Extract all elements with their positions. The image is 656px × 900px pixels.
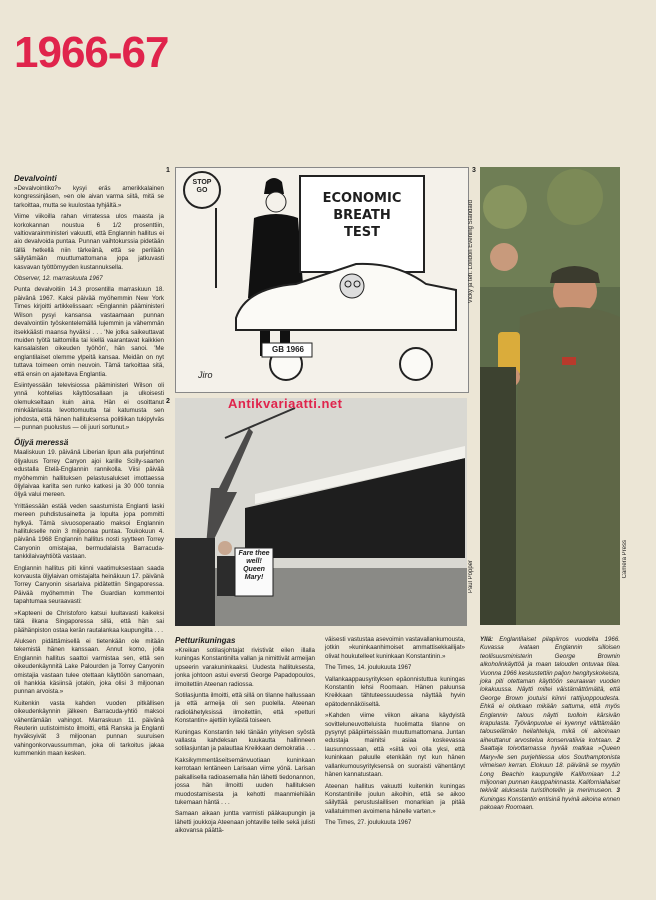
figure-number-1: 1	[166, 167, 170, 174]
queen-mary-drawing	[175, 398, 467, 626]
figure-number-2: 2	[166, 398, 170, 405]
source-line: The Times, 27. joulukuuta 1967	[325, 819, 412, 827]
paragraph: Kaksikymmentäseitsemänvuotiaan kuninkaan kerrotaan lentäneen Larisaan viime yönä. Larisan paikallisella radioasemalla hän lähetti tiedonannon, jossa hän ilmoitti uuden hallituksen muodostamisesta ja kehotti maanmiehiään tukemaan häntä . . .	[175, 756, 315, 806]
paragraph: Vallankaappausyrityksen epäonnistuttua kuningas Konstantin lehsi Roomaan. Hänen paluunsa Kreikkaan tähtuteessuudessa näyttää hyvin epätodennäköiseltä.	[325, 675, 465, 708]
heading-petturikuningas: Petturikuningas	[175, 636, 236, 645]
paragraph: Kuitenkin vasta kahden vuoden pitkällisen oikeudenkäynnin jälkeen Barracuda-yhtiö maksoi vähentämään vahingot. Marraskuun 11. päivänä Reuterin uutistoimisto ilmoitti, että Ranska ja Englanti hyväksyivät 3 miljoonan punnan suuruisen vahingonkorvaussumman, joka oli tarkoitus jakaa kummenkin maan kesken.	[14, 699, 164, 758]
license-plate: GB 1966	[271, 345, 305, 354]
paragraph: Aluksen pidättämisellä ei tietenkään ole mitään tekemistä hänen kanssaan. Annut komo, jolla Englannin hallitus saattoi varmistaa sen, että sen oikeudenkäynnitä Lake Palourden ja Torrey Canyonin omistajia vastaan tulee otettaan käyttöön sanomaan, oli hankkia käsiinsä jotakin, joka olisi 3 miljoonan punnan arvoista.»	[14, 637, 164, 696]
page-year-title: 1966-67	[14, 28, 169, 77]
column-1	[14, 168, 164, 762]
stop-go-sign: STOP GO	[192, 179, 212, 194]
paragraph: Viime viikoilla rahan virratessa ulos maasta ja korkokannan noustua 6 1/2 prosenttiin, valtiovarainministeri vakuutti, että Englannin hallitus ei aio devalvoida puntaa. Punnan vaihtokurssia pidetään tällä hetkellä niin tärkeänä, että se perilään säilytämään muuttumattomana jopa jatkuvasti kasvavan työttömyyden kustannuksella.	[14, 213, 164, 271]
king-photo	[480, 167, 620, 625]
caption-number-2: 2	[616, 736, 620, 744]
paragraph: »Kreikan sotilasjohtajat rivistivät eilen illalla kuningas Konstantinilta vallan ja nimittivät armeijan upseerin varakuninkaaksi. Uudesta hallituksesta, jonka johtoon astui eversti George Papadopoulos, ilmoitettiin Ateenan radiossa.	[175, 647, 315, 688]
paragraph: Englannin hallitus piti kiinni vaatimuksestaan saada korvausta öljylaivan omistajalta heinäkuun 17. päivänä Torrey Canyonin sisarlaiva pidätettiin Singaporessa. Päivää myöhemmin The Guardian kommentoi tapahtumaa seuraavasti:	[14, 564, 164, 606]
cartoonist-signature: Jiro	[198, 370, 213, 380]
paragraph: »Devalvointiko?» kysyi eräs amerikkalainen kongressinjäsen, »en ole aivan varma siitä, mitä se tarkoittaa, mutta se kuulostaa tyhjältä.»	[14, 185, 164, 209]
credit-king-photo: Camera Press	[622, 540, 628, 579]
cartoon-figure	[175, 167, 469, 393]
heading-oljya-meressa: Öljyä meressä	[14, 438, 69, 448]
credit-cartoon: Vicky ja teh. London Evening Standard	[468, 200, 474, 304]
captions-column	[480, 636, 620, 816]
paragraph: Esiintyessään televisiossa pääministeri Wilson oli ynnä kohtelias käyttöosallaan ja ulkoisesti olemukseltaan kuin aina. Hän ei osoittanut minkäänlaista levottomuutta tai katumusta sen johdosta, että hänen hallituksensa politiikan tukipylväs — punnan puolustus — oli juuri sortunut.»	[14, 381, 164, 431]
paragraph: »Kahden viime viikon aikana käydyistä sovitteluneuvotteluista huolimatta tilanne on pysynyt pääpiirteissään muuttumattomana. Juntan edustaja mainitsi asiaa koskevassa lausunnossaan, että »siitä voi olla yksi, että kuninkaan paluulle etenkään nyt kun hänen vallankumousyrityksensä on suoraisti vähentänyt hänen kannatustaan.	[325, 712, 465, 779]
column-3	[325, 636, 465, 831]
caption-lead: Yllä:	[480, 636, 494, 643]
source-line: The Times, 14. joulukuuta 1967	[325, 664, 412, 672]
source-line: Observer, 12. marraskuuta 1967	[14, 275, 103, 283]
paragraph: Yrittäessään estää veden saastumista Englanti laski mereen puhdistusainetta ja lopulta jopa pommitti hylkyä. Tämä sivuosoperaatio maksoi Englannin hallitukselle noin 3 miljoonaa puntaa. Toukokuun 4. päivänä 1968 Englannin hallitus nosti syytteen Torrey Canyonin omistajaa, bermudalaista Barracuda-tankkilaivayhtiötä vastaan.	[14, 502, 164, 561]
king-photo-drawing	[480, 167, 620, 625]
placard-text: Fare thee well! Queen Mary!	[238, 550, 270, 581]
caption-2: Saattaja toivottamassa hyvää matkaa »Queen Mary»lle sen purjehtiessa ulos Southamptonista viimeisen kerran. Elokuun 18. päivänä se myytiin Long Beachin kaupungille Kaliforniaan 1.2 miljoonan punnan kauppahinnasta. Kaliforniallaiset tekivät aluksesta turistihotellin ja merimuseon.	[480, 745, 620, 795]
paragraph: Sotilasjuntta ilmoitti, että sillä on tilanne hallussaan ja että armeija oli sen puolella. Ateenan radiolähetyksissä ilmoitettiin, että »petturi Konstantin» ajettiin kylästä toiseen.	[175, 692, 315, 725]
paragraph: Samaan aikaan juntta varmisti pääkaupungin ja lähetti joukkoja Ateenaan johtaville teille sekä julisti aikovansa päättä-	[175, 810, 315, 835]
breath-test-board: ECONOMIC BREATH TEST	[322, 191, 402, 240]
heading-devalvointi: Devalvointi	[14, 174, 57, 183]
queen-mary-photo	[175, 398, 467, 626]
paragraph: väisesti vastustaa asevoimin vastavallankumousta, jotkin »kuninkaanhimoiset ammattisekkailijat» olivat houkutelleet kuninkaan Konstantinin.»	[325, 636, 465, 660]
paragraph: Maaliskuun 19. päivänä Liberian lipun alla purjehtinut öljyaluus Torrey Canyon ajoi karille Scilly-saarten edustalla Etelä-Englannin rannikolla. Viisi päivää myöhemmin hallituksen pelastusalukset imottaessa öljylaivaa karilta sen runko katkesi ja 30 000 tonnia öljyä valui mereen.	[14, 449, 164, 499]
column-2	[175, 636, 315, 839]
paragraph: Punta devalvoitiin 14.3 prosentilla marraskuun 18. päivänä 1967. Kaksi päivää myöhemmin New York Times kirjoitti artikkelissaan: »Englannin pääministeri Wilson pysyi kansansa vastaamaan punnan devalvointiin työskentelemällä lujemmin ja vähemmän itsekkäästi maansa hyväksi . . . 'Ne jotka saikeuttavat muiden työtä taittomilla tai kiellä vaarantavat kaikkien kansalaisten oikeuden työhön', hän sanoi. 'Me englantilaiset olemme ylpeitä kansaa. Meidän on nyt tuttava toimeen omin neuvoin. Tämä tarkoittaa sitä, että ensin on ajateltava Englantia.	[14, 286, 164, 378]
credit-ship-photo: Paul Popper	[468, 560, 474, 594]
caption-1: Englantilaiset pilapiirros vuodelta 1966. Kuvassa ivataan Englannin silloisen teollisuusministerin George Brownin alkoholinkäyttöä ja maan talouden ontuvaa tilaa. Vuonna 1966 keskustettiin paljon hengityskokeista, joka piti otettaman käyttöön seuraavan vuoden lokakuussa. Näytti miltei väistämättömältä, että George Brown joutuisi kiinni rattijuoppoudesta. Ehkä ei olutkaan mikään sattuma, että myös Englannin talous näytti tuolloin kärsivän krapulasta. Työvänpuolue ei kyennyt välttämään talouselämän heilahteluja, mikä oli aikoinaan aiheuttanut arvostelua konservatiivia kohtaan.	[480, 636, 620, 744]
figure-number-3: 3	[472, 167, 476, 174]
paragraph: Kuningas Konstantin teki tänään yrityksen syöstä vallasta kahdeksan kuukautta hallinneen sotilasjuntan ja palauttaa Kreikkaan demokratia . . .	[175, 728, 315, 753]
watermark: Antikvariaatti.net	[228, 396, 343, 411]
paragraph: Ateenan hallitus vakuutti kuitenkin kuningas Konstantinille joulun aikoihin, että se aikoo säilyttää perustuslaillisen monarkian ja pitää vallatuimmen avoimena hänelle varten.»	[325, 782, 465, 815]
paragraph: »Kapteeni de Christoforo katsui luultavasti kaikeksi tätä ilkana Singaporessa sillä, että hän sai päähänpiston ostaa kerän rautalankaa kaupungilta . . .	[14, 609, 164, 634]
caption-number-3: 3	[616, 787, 620, 795]
caption-3: Kuningas Konstantin entisinä hyvinä aikoina ennen pakoaan Roomaan.	[480, 795, 620, 812]
